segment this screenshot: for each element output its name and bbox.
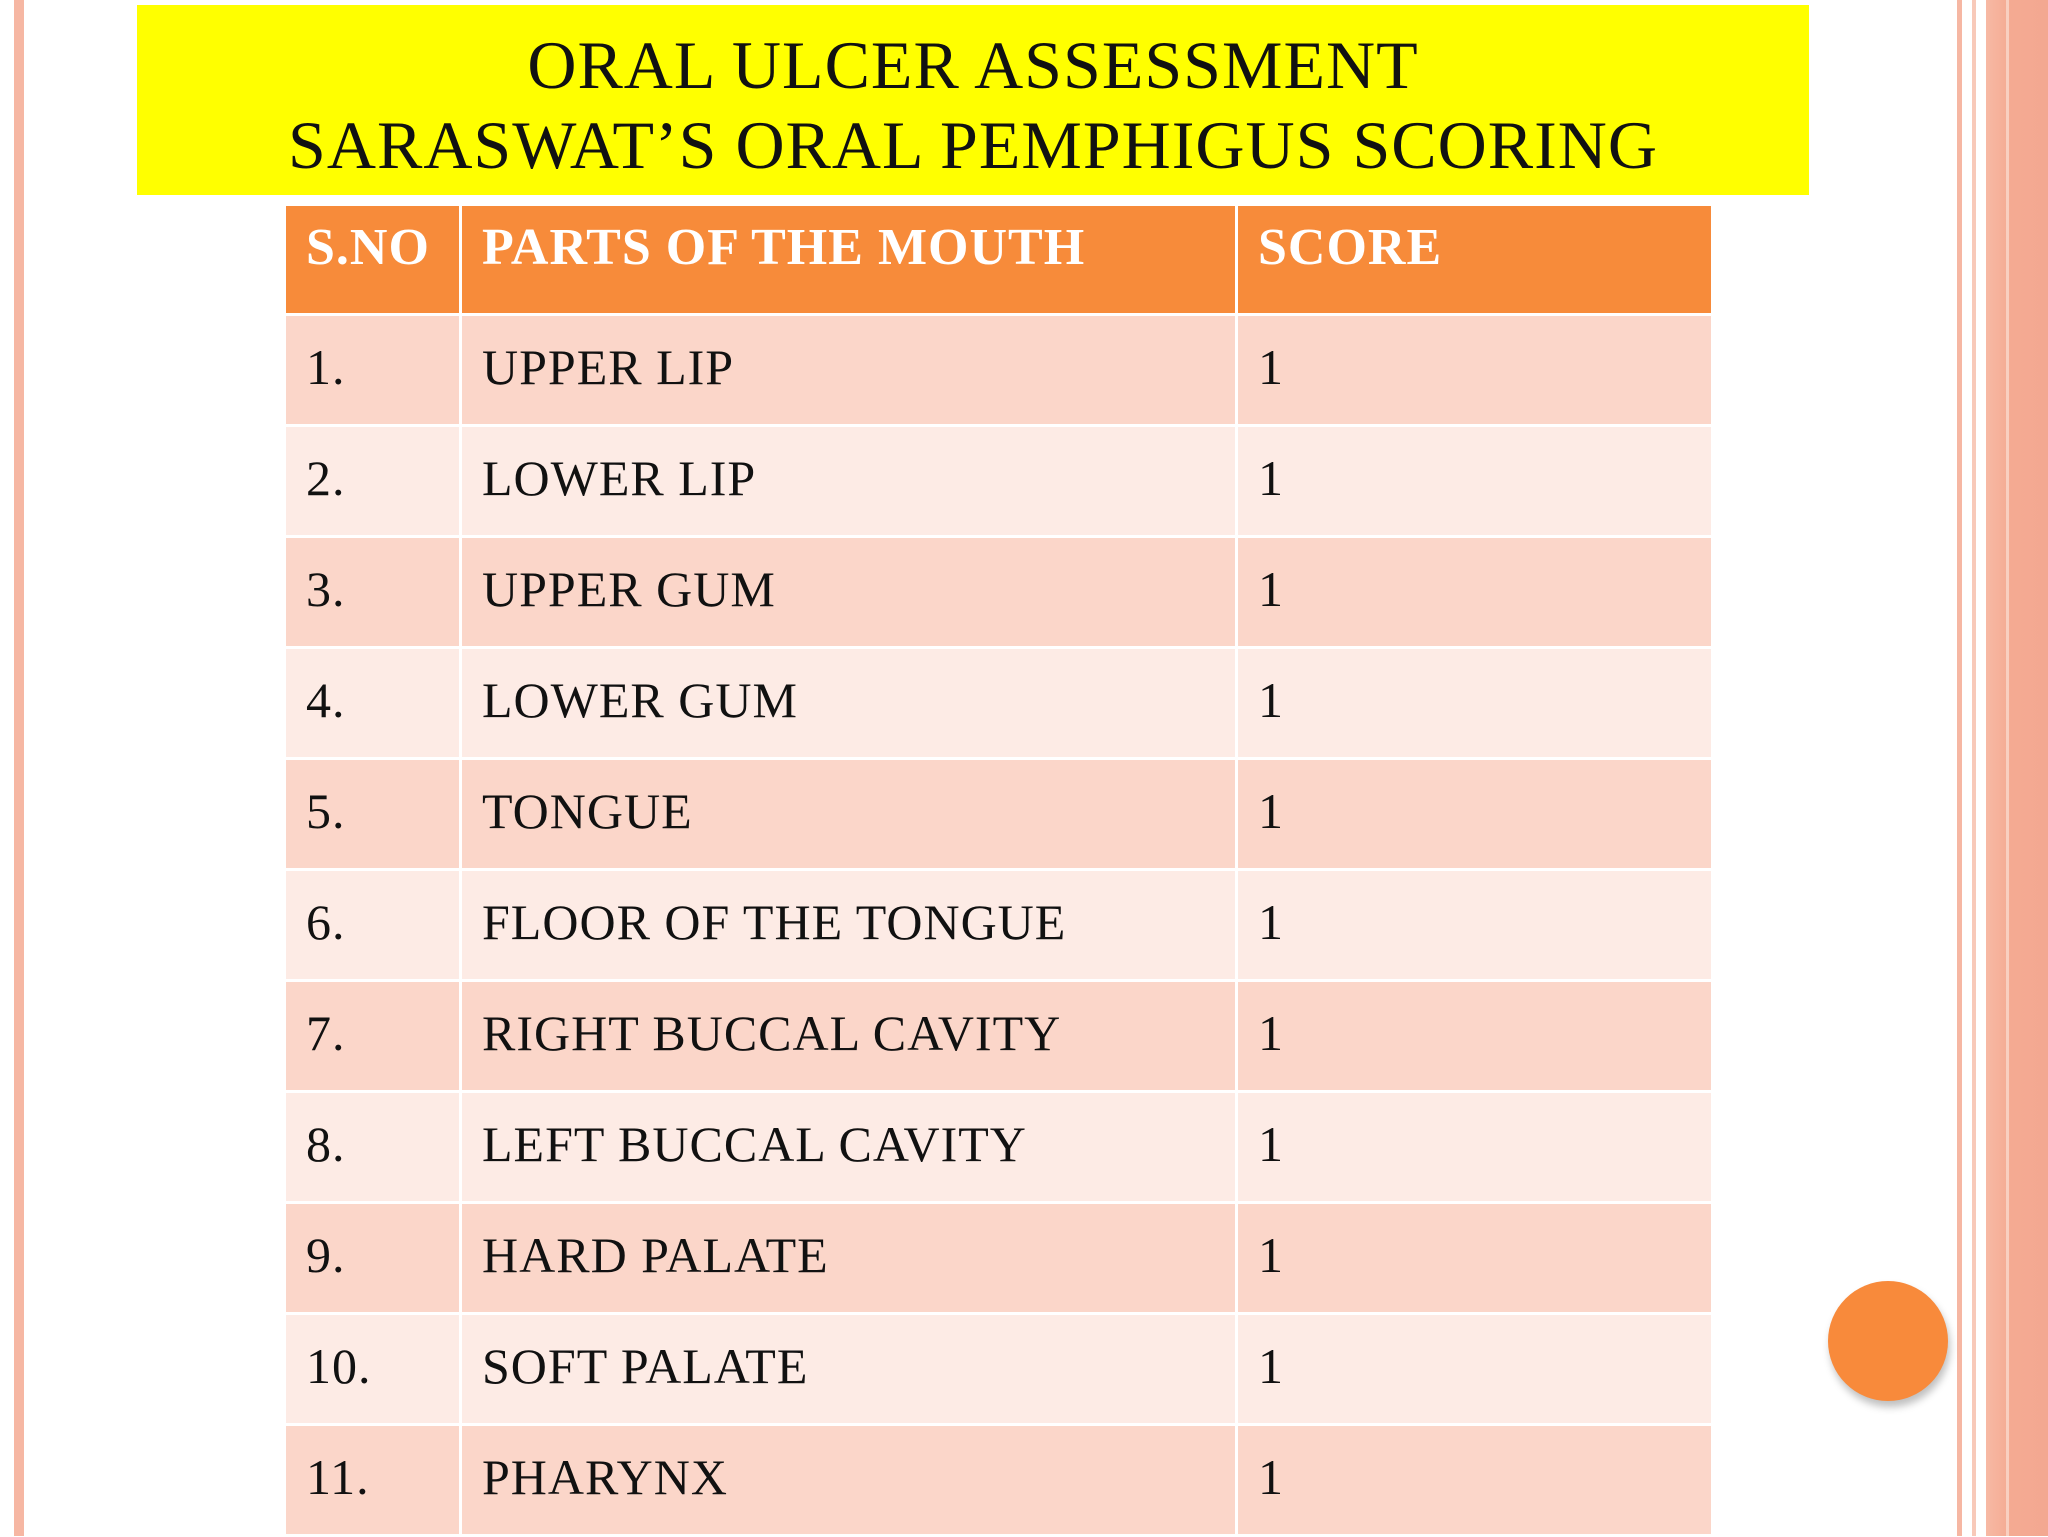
cell-score: 1 — [1237, 648, 1713, 759]
table-row — [285, 759, 1713, 870]
cell-score: 1 — [1237, 1092, 1713, 1203]
cell-score: 1 — [1237, 537, 1713, 648]
cell-sno: 4. — [285, 648, 461, 759]
right-decorative-band-line — [2006, 0, 2009, 1536]
orange-circle-decoration — [1828, 1281, 1948, 1401]
header-score: SCORE — [1237, 205, 1713, 315]
table-row — [285, 1092, 1713, 1203]
cell-part: UPPER LIP — [461, 315, 1237, 426]
right-decorative-stripe — [1972, 0, 1976, 1536]
cell-sno: 9. — [285, 1203, 461, 1314]
cell-part: LEFT BUCCAL CAVITY — [461, 1092, 1237, 1203]
cell-score: 1 — [1237, 1314, 1713, 1425]
cell-score: 1 — [1237, 426, 1713, 537]
table-row — [285, 870, 1713, 981]
table-row — [285, 648, 1713, 759]
cell-sno: 7. — [285, 981, 461, 1092]
cell-sno: 8. — [285, 1092, 461, 1203]
right-decorative-stripe — [1957, 0, 1962, 1536]
cell-part: HARD PALATE — [461, 1203, 1237, 1314]
table-row — [285, 537, 1713, 648]
cell-score: 1 — [1237, 1425, 1713, 1536]
header-parts-of-mouth: PARTS OF THE MOUTH — [461, 205, 1237, 315]
cell-sno: 3. — [285, 537, 461, 648]
scoring-table — [283, 203, 1714, 1537]
cell-score: 1 — [1237, 870, 1713, 981]
cell-sno: 11. — [285, 1425, 461, 1536]
title-line-2: SARASWAT’S ORAL PEMPHIGUS SCORING — [288, 107, 1658, 183]
table-row — [285, 1425, 1713, 1536]
cell-part: FLOOR OF THE TONGUE — [461, 870, 1237, 981]
cell-sno: 5. — [285, 759, 461, 870]
cell-part: LOWER GUM — [461, 648, 1237, 759]
table-row — [285, 315, 1713, 426]
cell-score: 1 — [1237, 759, 1713, 870]
table-row — [285, 981, 1713, 1092]
cell-part: UPPER GUM — [461, 537, 1237, 648]
table-row — [285, 426, 1713, 537]
cell-score: 1 — [1237, 981, 1713, 1092]
right-decorative-band — [1986, 0, 2048, 1536]
cell-part: SOFT PALATE — [461, 1314, 1237, 1425]
table-header-row — [285, 205, 1713, 315]
slide-title — [137, 5, 1809, 195]
header-sno: S.NO — [285, 205, 461, 315]
cell-part: PHARYNX — [461, 1425, 1237, 1536]
cell-sno: 2. — [285, 426, 461, 537]
cell-part: TONGUE — [461, 759, 1237, 870]
left-decorative-border — [14, 0, 24, 1536]
cell-sno: 6. — [285, 870, 461, 981]
cell-part: RIGHT BUCCAL CAVITY — [461, 981, 1237, 1092]
title-line-1: ORAL ULCER ASSESSMENT — [527, 27, 1419, 103]
cell-sno: 10. — [285, 1314, 461, 1425]
cell-sno: 1. — [285, 315, 461, 426]
cell-score: 1 — [1237, 315, 1713, 426]
cell-part: LOWER LIP — [461, 426, 1237, 537]
cell-score: 1 — [1237, 1203, 1713, 1314]
table-row — [285, 1314, 1713, 1425]
table-row — [285, 1203, 1713, 1314]
